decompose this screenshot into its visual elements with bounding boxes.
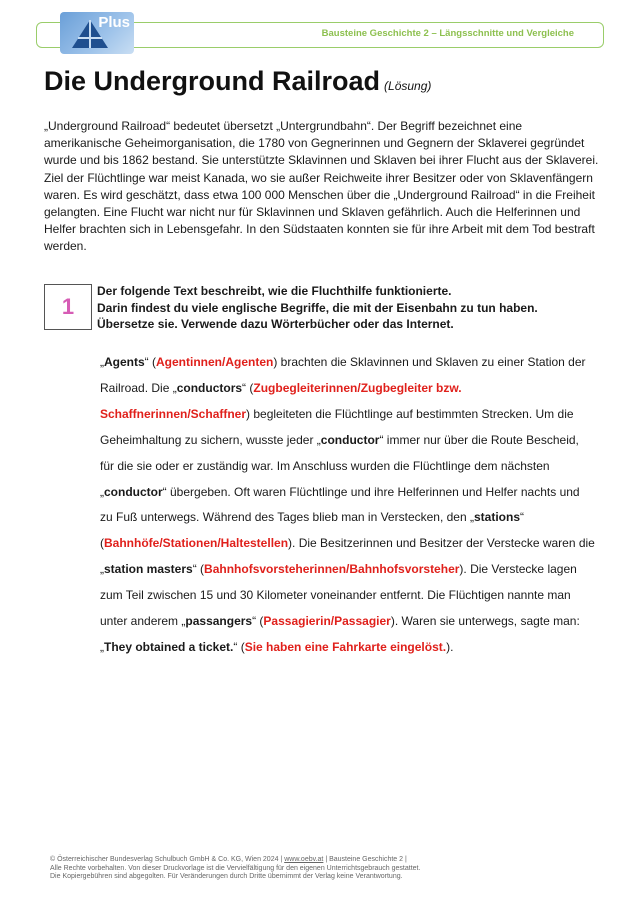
- footer-line: Alle Rechte vorbehalten. Von dieser Druckvorlage ist die Vervielfältigung für den eigenen Unterrichtsgebrauch gestattet.: [50, 864, 421, 872]
- publisher-link[interactable]: www.oebv.at: [284, 856, 324, 863]
- english-term: conductors: [176, 380, 243, 395]
- text: “ (: [242, 380, 254, 395]
- footer-text: © Österreichischer Bundesverlag Schulbuch GmbH & Co. KG, Wien 2024 |: [50, 856, 285, 863]
- intro-paragraph: „Underground Railroad“ bedeutet übersetzt „Untergrundbahn“. Der Begriff bezeichnet eine amerikanische Geheimorganisation, die 1780 von Gegnerinnen und Gegnern der Sklaverei gegründet wurde und bis 1862 bestand. Sie unterstützte Sklavinnen und Sklaven bei ihrer Flucht aus der Sklaverei. Ziel der Flüchtlinge war meist Kanada, wo sie außer Reichweite ihrer Besitzer oder von Sklavenfängern waren. Es wird geschätzt, dass etwa 100 000 Menschen über die „Underground Railroad“ in die Freiheit gelangten. Eine Flucht war nicht nur für Sklavinnen und Sklaven gefährlich. Auch die Helferinnen und Helfer brachten sich in Lebensgefahr. In den Südstaaten konnten sie für ihre Arbeit mit dem Tod bestraft werden.: [44, 119, 599, 254]
- footer-line: Die Kopiergebühren sind abgegolten. Für Veränderungen durch Dritte übernimmt der Verlag keine Verantwortung.: [50, 873, 403, 880]
- solution-paragraph: [100, 350, 595, 661]
- text: „: [100, 355, 104, 369]
- text: ).: [446, 639, 454, 654]
- text: ). Die Verstecke lagen zum Teil zwischen 15 und 30 Kilometer voneinander entfernt. Die Flüchtigen nannte man unter anderem „: [100, 562, 577, 629]
- task-line: Darin findest du viele englische Begriffe, die mit der Eisenbahn zu tun haben.: [97, 300, 538, 315]
- task-number: 1: [61, 294, 75, 319]
- answer: Zugbegleiterinnen/Zugbegleiter bzw. Schaffnerinnen/Schaffner: [100, 380, 462, 421]
- english-term: conductor: [320, 432, 380, 447]
- answer: Agentinnen/Agenten: [156, 355, 274, 369]
- english-term: stations: [473, 510, 520, 525]
- task-number-box: [44, 284, 92, 330]
- english-term: conductor: [104, 484, 163, 499]
- text: “ (: [192, 562, 205, 577]
- text: ). Die Besitzerinnen und Besitzer der Verstecke waren die „: [100, 536, 595, 577]
- title-note: (Lösung): [384, 79, 432, 93]
- answer: Bahnhofsvorsteherinnen/Bahnhofsvorsteher: [204, 562, 460, 577]
- footer: [50, 856, 610, 882]
- task-instructions: [97, 283, 607, 333]
- series-title: Bausteine Geschichte 2 – Längsschnitte und Vergleiche: [321, 28, 574, 39]
- english-term: They obtained a ticket.: [104, 639, 234, 654]
- answer: Sie haben eine Fahrkarte eingelöst.: [244, 639, 447, 654]
- text: ). Waren sie unterwegs, sagte man: „: [100, 614, 580, 654]
- footer-text: | Bausteine Geschichte 2 |: [323, 856, 407, 863]
- text: ) brachten die Sklavinnen und Sklaven zu einer Station der Railroad. Die „: [100, 355, 586, 395]
- publisher-logo: [60, 12, 134, 54]
- answer: Passagierin/Passagier: [263, 614, 391, 629]
- text: “ (: [233, 639, 245, 654]
- page-title: [44, 66, 431, 97]
- text: “ immer nur über die Route Bescheid, für die sie oder er zuständig war. Im Anschluss wurden die Flüchtlinge dem nächsten „: [100, 432, 579, 499]
- text: “ (: [252, 614, 264, 629]
- task-line: Der folgende Text beschreibt, wie die Fluchthilfe funktionierte.: [97, 284, 452, 298]
- logo-text: Plus: [98, 14, 130, 31]
- page-title-text: Die Underground Railroad: [44, 66, 381, 96]
- footer-line: [50, 856, 610, 865]
- answer: Bahnhöfe/Stationen/Haltestellen: [104, 536, 289, 551]
- text: “ (: [144, 355, 156, 369]
- english-term: station masters: [104, 562, 193, 577]
- english-term: passangers: [185, 614, 253, 629]
- text: “ übergeben. Oft waren Flüchtlinge und ihre Helferinnen und Helfer nachts und zu Fuß unterwegs. Während des Tages blieb man in Verstecken, den „: [100, 484, 580, 525]
- text: ) begleiteten die Flüchtlinge auf bestimmten Strecken. Um die Geheimhaltung zu sichern, wusste jeder „: [100, 406, 574, 447]
- text: “ (: [100, 510, 524, 551]
- task-line: Übersetze sie. Verwende dazu Wörterbücher oder das Internet.: [97, 317, 454, 331]
- english-term: Agents: [104, 355, 145, 369]
